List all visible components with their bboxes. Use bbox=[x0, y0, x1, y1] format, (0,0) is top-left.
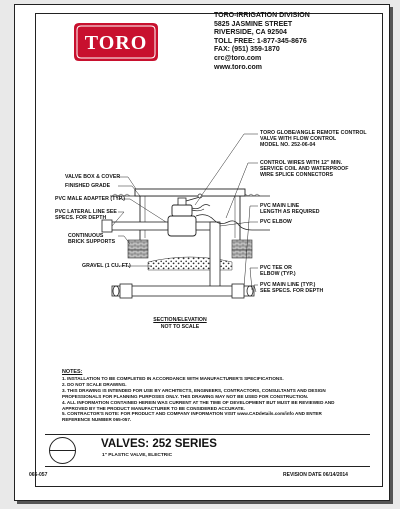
detail-marker bbox=[49, 437, 76, 464]
note-item: REFERENCE NUMBER 065-057. bbox=[62, 417, 132, 423]
callout-pvc-tee: PVC TEE OR ELBOW (TYP.) bbox=[260, 265, 296, 278]
note-item: 5. CONTRACTOR'S NOTE: FOR PRODUCT AND COMPANY INFORMATION VISIT www.CADdetails.com/info AND ENTER bbox=[62, 411, 322, 417]
callout-valve-box: VALVE BOX & COVER bbox=[65, 174, 121, 180]
logo-text: TORO bbox=[84, 32, 148, 54]
callout-lateral-line: PVC LATERAL LINE SEE SPECS. FOR DEPTH bbox=[55, 209, 117, 222]
note-item: PROFESSIONALS FOR PLANNING PURPOSES ONLY. THIS DRAWING MAY NOT BE USED FOR CONSTRUCTION. bbox=[62, 393, 309, 399]
callout-remote-valve: TORO GLOBE/ANGLE REMOTE CONTROL VALVE WITH FLOW CONTROL MODEL NO. 252-06-04 bbox=[260, 130, 367, 149]
note-item: 2. DO NOT SCALE DRAWING. bbox=[62, 381, 127, 387]
revision-date: REVISION DATE 06/14/2014 bbox=[283, 472, 348, 478]
drawing-title: VALVES: 252 SERIES bbox=[101, 438, 217, 450]
address-line: 5825 JASMINE STREET bbox=[214, 20, 293, 28]
notes-heading: NOTES: bbox=[62, 369, 83, 375]
callout-main-depth: PVC MAIN LINE (TYP.) SEE SPECS. FOR DEPTH bbox=[260, 282, 324, 295]
note-item: 1. INSTALLATION TO BE COMPLETED IN ACCORDANCE WITH MANUFACTURER'S SPECIFICATIONS. bbox=[62, 376, 284, 381]
title-block bbox=[45, 434, 370, 467]
fax-line: FAX: (951) 359-1870 bbox=[214, 46, 280, 54]
note-item: 4. ALL INFORMATION CONTAINED HEREIN WAS CURRENT AT THE TIME OF DEVELOPMENT BUT MUST BE REVIEWED AND bbox=[62, 399, 335, 405]
address-line: TORO-IRRIGATION DIVISION bbox=[214, 12, 310, 19]
callout-pvc-main-line: PVC MAIN LINE LENGTH AS REQUIRED bbox=[260, 203, 320, 216]
callout-control-wires: CONTROL WIRES WITH 12" MIN. SERVICE COIL AND WATERPROOF WIRE SPLICE CONNECTORS bbox=[260, 160, 349, 179]
callout-finished-grade: FINISHED GRADE bbox=[65, 183, 111, 189]
pvc-main-line bbox=[112, 284, 254, 298]
note-item: 3. THIS DRAWING IS INTENDED FOR USE BY ARCHITECTS, ENGINEERS, CONTRACTORS, CONSULTANTS AND DESIGN bbox=[62, 387, 326, 393]
callout-pvc-elbow: PVC ELBOW bbox=[260, 219, 292, 225]
drawing-subtitle: 1" PLASTIC VALVE, ELECTRIC bbox=[102, 453, 173, 458]
scale-note: NOT TO SCALE bbox=[160, 324, 200, 330]
section-title: SECTION/ELEVATION bbox=[153, 317, 207, 323]
note-item: APPROVED BY THE PRODUCT MANUFACTURER TO BE CONSIDERED ACCURATE. bbox=[62, 405, 245, 411]
notes-list bbox=[62, 376, 362, 423]
address-line: RIVERSIDE, CA 92504 bbox=[214, 29, 287, 37]
brick-support-right bbox=[232, 240, 252, 250]
phone-line: TOLL FREE: 1-877-345-8676 bbox=[214, 37, 307, 45]
callout-brick-supports: CONTINUOUS BRICK SUPPORTS bbox=[68, 233, 116, 246]
lateral-pipe bbox=[102, 220, 168, 232]
callout-male-adapter: PVC MALE ADAPTER (TYP.) bbox=[55, 196, 126, 202]
callout-gravel: GRAVEL (1 CU. FT.) bbox=[82, 263, 131, 269]
email-line: crc@toro.com bbox=[214, 54, 262, 62]
brick-support-left bbox=[128, 240, 148, 250]
riser-pipe bbox=[196, 222, 220, 292]
website-line: www.toro.com bbox=[214, 63, 262, 71]
reference-number: 065-057 bbox=[29, 472, 48, 478]
